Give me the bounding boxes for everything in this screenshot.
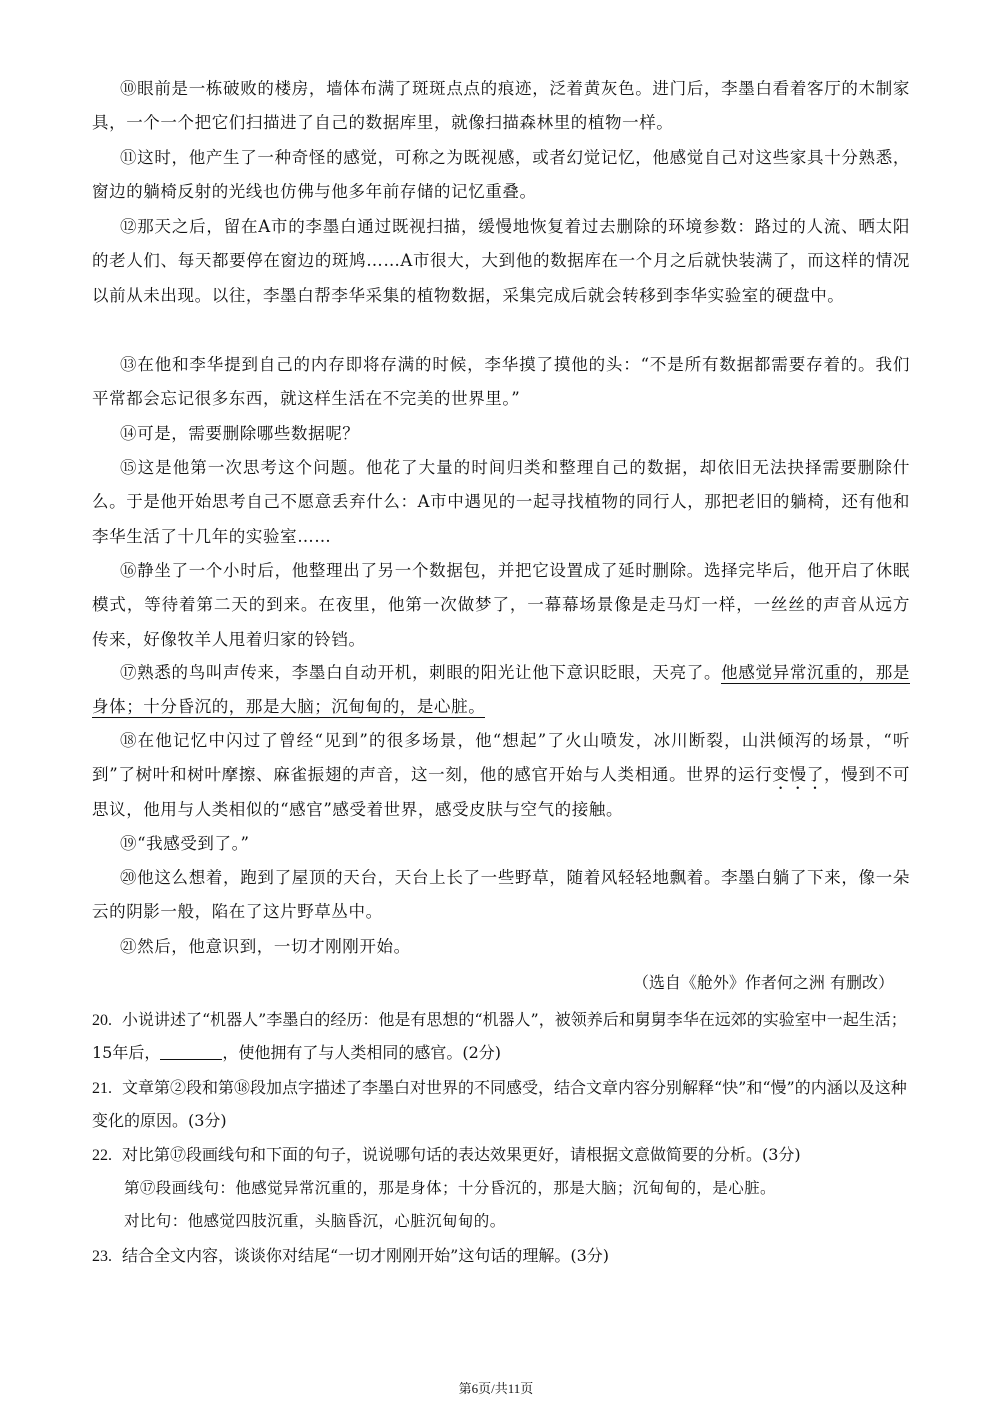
paragraph-12: ⑫那天之后，留在A市的李墨白通过既视扫描，缓慢地恢复着过去删除的环境参数：路过的人流、晒太阳的老人们、每天都要停在窗边的斑鸠……A市很大，大到他的数据库在一个月之后就快装满了，而这样的情况以前从未出现。以往，李墨白帮李华采集的植物数据，采集完成后就会转移到李华实验室的硬盘中。: [92, 217, 910, 305]
paragraph-10: ⑩眼前是一栋破败的楼房，墙体布满了斑斑点点的痕迹，泛着黄灰色。进门后，李墨白看着客厅的木制家具，一个一个把它们扫描进了自己的数据库里，就像扫描森林里的植物一样。: [92, 79, 910, 133]
question-number: 23.: [92, 1248, 112, 1265]
question-number: 20.: [92, 1012, 112, 1029]
paragraph-13: ⑬在他和李华提到自己的内存即将存满的时候，李华摸了摸他的头：“不是所有数据都需要存着的。我们平常都会忘记很多东西，就这样生活在不完美的世界里。”: [92, 355, 910, 409]
question-22: [92, 1139, 918, 1172]
paragraph-21: ㉑然后，他意识到，一切才刚刚开始。: [120, 937, 411, 956]
q22-underlined-line: 第⑰段画线句：他感觉异常沉重的，那是身体；十分昏沉的，那是大脑；沉甸甸的，是心脏。: [124, 1179, 776, 1197]
question-21: [92, 1072, 918, 1137]
paragraph-17-text: ⑰熟悉的鸟叫声传来，李墨白自动开机，刺眼的阳光让他下意识眨眼，天亮了。: [120, 663, 722, 682]
paragraph-15: ⑮这是他第一次思考这个问题。他花了大量的时间归类和整理自己的数据，却依旧无法抉择需要删除什么。于是他开始思考自己不愿意丢弃什么：A市中遇见的一起寻找植物的同行人，那把老旧的躺椅，还有他和李华生活了十几年的实验室……: [92, 458, 910, 546]
source-citation: （选自《舱外》作者何之洲 有删改）: [632, 973, 894, 992]
question-23: [92, 1240, 918, 1273]
q22-comparison-line: 对比句：他感觉四肢沉重，头脑昏沉，心脏沉甸甸的。: [124, 1212, 506, 1230]
question-22-text: 对比第⑰段画线句和下面的句子，说说哪句话的表达效果更好，请根据文意做简要的分析。(3分): [122, 1145, 801, 1164]
dotted-words-slow: 变慢了: [772, 765, 825, 785]
paragraph-16: ⑯静坐了一个小时后，他整理出了另一个数据包，并把它设置成了延时删除。选择完毕后，他开启了休眠模式，等待着第二天的到来。在夜里，他第一次做梦了，一幕幕场景像是走马灯一样，一丝丝的声音从远方传来，好像牧羊人甩着归家的铃铛。: [92, 561, 910, 649]
question-20: [92, 1004, 918, 1069]
paragraph-14: ⑭可是，需要删除哪些数据呢？: [120, 424, 360, 443]
paragraph-17: [92, 656, 910, 725]
question-20-text-b: ，使他拥有了与人类相同的感官。(2分): [222, 1043, 502, 1062]
paragraph-18: [92, 724, 910, 828]
question-number: 22.: [92, 1147, 112, 1164]
paragraph-11: ⑪这时，他产生了一种奇怪的感觉，可称之为既视感，或者幻觉记忆，他感觉自己对这些家具十分熟悉，窗边的躺椅反射的光线也仿佛与他多年前存储的记忆重叠。: [92, 148, 910, 202]
underlined-sentence: 他感觉异常沉重的，那是身体；十分昏沉的，那是大脑；沉甸甸的，是心脏。: [92, 663, 910, 717]
paragraph-18-text-b: ，慢到不可思议，他用与人类相似的“感官”感受着世界，感受皮肤与空气的接触。: [92, 765, 910, 820]
paragraph-18-text-a: ⑱在他记忆中闪过了曾经“见到”的很多场景，他“想起”了火山喷发，冰川断裂，山洪倾泻的场景，“听到”了树叶和树叶摩擦、麻雀振翅的声音，这一刻，他的感官开始与人类相通。世界的运行: [92, 731, 910, 785]
answer-blank[interactable]: [160, 1041, 222, 1060]
paragraph-20: ⑳他这么想着，跑到了屋顶的天台，天台上长了一些野草，随着风轻轻地飘着。李墨白躺了下来，像一朵云的阴影一般，陷在了这片野草丛中。: [92, 868, 910, 922]
paragraph-19: ⑲“我感受到了。”: [120, 834, 250, 853]
page-footer: 第6页/共11页: [458, 1381, 534, 1396]
question-21-text: 文章第②段和第⑱段加点字描述了李墨白对世界的不同感受，结合文章内容分别解释“快”和“慢”的内涵以及这种变化的原因。(3分): [92, 1078, 907, 1130]
question-number: 21.: [92, 1080, 112, 1097]
question-20-text-a: 小说讲述了“机器人”李墨白的经历：他是有思想的“机器人”，被领养后和舅舅李华在远郊的实验室中一起生活；15年后，: [92, 1010, 907, 1062]
question-23-text: 结合全文内容，谈谈你对结尾“一切才刚刚开始”这句话的理解。(3分): [122, 1246, 610, 1265]
